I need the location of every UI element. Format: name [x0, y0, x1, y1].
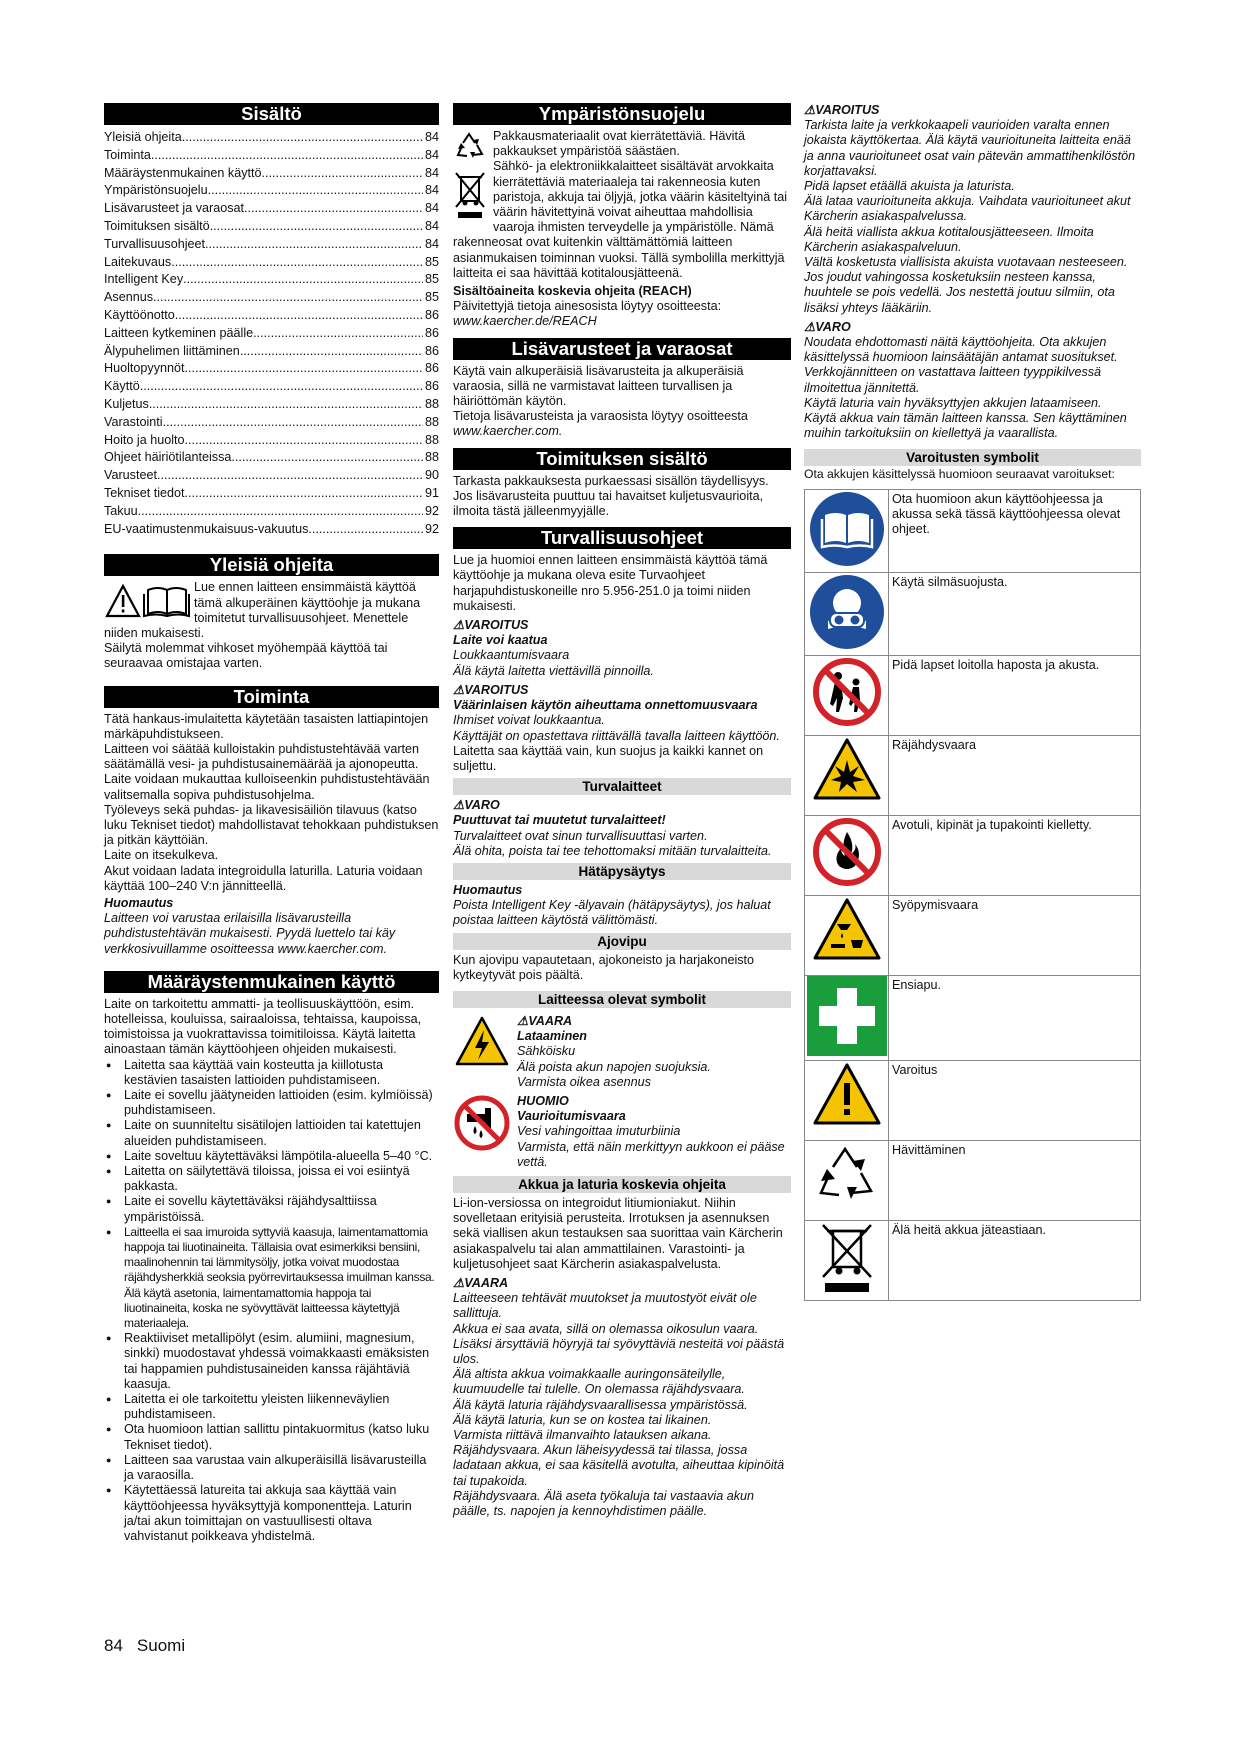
toc-item-page: 86	[424, 361, 439, 376]
list-item: ● Laite ei sovellu jäätyneiden lattioiden (esim. kylmiöissä) puhdistamiseen.	[104, 1088, 439, 1118]
page-footer	[104, 1638, 199, 1653]
toc-item-page: 92	[424, 521, 439, 536]
battery-danger-label: ⚠VAARA	[453, 1275, 509, 1290]
toc-leader	[138, 503, 423, 521]
no-fire-icon	[805, 816, 889, 896]
toc-item[interactable]	[104, 503, 439, 521]
toc-leader	[231, 449, 423, 467]
toc-item-title: Määräystenmukainen käyttö	[104, 165, 262, 180]
drive-lever-text: Kun ajovipu vapautetaan, ajokoneisto ja harjakoneisto kytkeytyvät pois päältä.	[453, 952, 755, 982]
column-left	[104, 103, 439, 1544]
toc-item-page: 84	[424, 218, 439, 233]
toc-item-page: 88	[424, 450, 439, 465]
list-item: ● Laitteen saa varustaa vain alkuperäisillä lisävarusteilla ja varaosilla.	[104, 1453, 439, 1483]
function-paragraph-6: Akut voidaan ladata integroidulla laturilla. Laturia voidaan käyttää 100–240 V:n jännitteellä.	[104, 863, 423, 893]
toc-leader	[157, 467, 423, 485]
safety-warning-2-line-1: Ihmiset voivat loukkaantua.	[453, 713, 605, 728]
col3-caution-lines	[804, 335, 1141, 441]
toc-item-page: 88	[424, 414, 439, 429]
toc-item-title: Kuljetus	[104, 396, 149, 411]
delivery-heading: Toimituksen sisältö	[453, 448, 791, 470]
toc-leader	[185, 485, 423, 503]
toc-leader	[185, 432, 423, 450]
corrosive-icon	[805, 896, 889, 976]
col3-warning-line: Älä heitä viallista akkua kotitalousjätteeseen. Ilmoita Kärcherin asiakaspalveluun.	[804, 224, 1094, 254]
battery-danger-line: Älä käytä laturia, kun se on kostea tai likainen.	[453, 1412, 712, 1427]
safety-devices-heading: Turvalaitteet	[453, 778, 791, 795]
table-row	[805, 1141, 1141, 1221]
accessories-paragraph-1: Käytä vain alkuperäisiä lisävarusteita ja alkuperäisiä varaosia, sillä ne varmistavat laitteen turvallisen ja häiriöttömän käytön.	[453, 363, 744, 409]
footer-language: Suomi	[136, 1636, 186, 1655]
device-symbol-1-line-1: Sähköisku	[517, 1044, 576, 1059]
list-item: ● Laitetta on säilytettävä tiloissa, joissa ei voi esiintyä pakkasta.	[104, 1164, 439, 1194]
function-paragraph-4: Työleveys sekä puhdas- ja likavesisäiliön tilavuus (katso luku Tekniset tiedot) mahdollistavat tehokkaan puhdistuksen ja pitkän käyttöiän.	[104, 802, 439, 848]
safety-warning-1-label: ⚠VAROITUS	[453, 618, 529, 633]
electric-shock-icon	[453, 1014, 511, 1068]
toc-leader	[183, 271, 423, 289]
battery-danger-line: Räjähdysvaara. Älä aseta työkaluja tai vastaavia akun päälle, ts. napojen ja kennoyhdistimen päälle.	[453, 1488, 755, 1519]
toc-item[interactable]	[104, 343, 439, 361]
col3-caution-label: ⚠VARO	[804, 319, 851, 334]
toc-item[interactable]	[104, 147, 439, 165]
toc-leader	[185, 360, 423, 378]
toc-leader	[208, 182, 423, 200]
col3-warning-line: Tarkista laite ja verkkokaapeli vaurioiden varalta ennen jokaista käyttökertaa. Älä käytä vaurioituneita laitteita enää ja anna vaurioituneet osat vain pätevän ammattihenkilöstön korjattavaksi.	[804, 118, 1136, 178]
recycle-icon	[453, 129, 487, 163]
toc-item-title: Toimituksen sisältö	[104, 218, 210, 233]
toc-leader	[140, 378, 423, 396]
toc-item[interactable]	[104, 360, 439, 378]
toc-item[interactable]	[104, 378, 439, 396]
toc-item-title: Käyttö	[104, 379, 140, 394]
device-symbol-2-label: HUOMIO	[517, 1093, 569, 1108]
toc-item-title: Hoito ja huolto	[104, 432, 185, 447]
toc-leader	[244, 200, 423, 218]
function-note-title: Huomautus	[104, 895, 174, 910]
table-row	[805, 572, 1141, 655]
function-paragraph-3: Laite voidaan mukauttaa kulloiseenkin puhdistustehtävään valitsemalla sopiva puhdistusohjelma.	[104, 772, 430, 802]
symbol-description: Varoitus	[889, 1061, 1141, 1141]
toc-item-page: 86	[424, 325, 439, 340]
safety-warning-2-label: ⚠VAROITUS	[453, 682, 529, 697]
environment-icons	[453, 129, 489, 225]
no-water-icon	[453, 1094, 511, 1152]
toc-heading: Sisältö	[104, 103, 439, 125]
recycle-icon	[805, 1141, 889, 1221]
toc-item-title: Ympäristönsuojelu	[104, 183, 208, 198]
toc-leader	[153, 289, 423, 307]
safety-heading: Turvallisuusohjeet	[453, 527, 791, 549]
col3-caution-line: Noudata ehdottomasti näitä käyttöohjeita. Ota akkujen käsittelyssä huomioon lainsäätäjän antamat suositukset.	[804, 335, 1118, 365]
accessories-heading: Lisävarusteet ja varaosat	[453, 338, 791, 360]
toc-item-title: Turvallisuusohjeet	[104, 236, 206, 251]
col3-warning-line: Pidä lapset etäällä akuista ja laturista.	[804, 179, 1015, 194]
toc-leader	[253, 325, 423, 343]
toc-item-page: 85	[424, 290, 439, 305]
explosion-icon	[805, 736, 889, 816]
toc-leader	[262, 165, 423, 183]
drive-lever-heading: Ajovipu	[453, 933, 791, 950]
toc-leader	[205, 236, 423, 254]
table-row	[805, 489, 1141, 572]
device-symbol-2-line-2: Varmista, että näin merkittyyn aukkoon ei pääse vettä.	[517, 1139, 785, 1169]
function-heading: Toiminta	[104, 686, 439, 708]
battery-danger-line: Älä käytä laturia räjähdysvaarallisessa ympäristössä.	[453, 1397, 748, 1412]
intended-use-heading: Määräystenmukainen käyttö	[104, 971, 439, 993]
table-row	[805, 1221, 1141, 1301]
book-icon	[805, 489, 889, 572]
list-item: ● Laite ei sovellu käytettäväksi räjähdysalttiissa ympäristöissä.	[104, 1194, 439, 1224]
battery-danger-line: Älä altista akkua voimakkaalle auringonsäteilylle, kuumuudelle tai tulelle. On olemassa räjähdysvaara.	[453, 1367, 745, 1397]
toc-item-page: 84	[424, 236, 439, 251]
table-row	[805, 736, 1141, 816]
list-item: ● Käytettäessä latureita tai akkuja saa käyttää vain käyttöohjeessa hyväksyttyjä komponentteja. Laturin ja/tai akun toimittajan on vastuullisesti oltava vahvistanut poikkeava yhdistelmä.	[104, 1483, 439, 1544]
toc-leader	[151, 147, 423, 165]
toc-item-title: Laitekuvaus	[104, 254, 172, 269]
table-row	[805, 976, 1141, 1061]
emergency-stop-text: Poista Intelligent Key -älyavain (hätäpysäytys), jos haluat poistaa laitteen käytöstä välittömästi.	[453, 898, 771, 928]
toc-leader	[171, 254, 423, 272]
toc-item-title: Yleisiä ohjeita	[104, 130, 182, 144]
environment-heading: Ympäristönsuojelu	[453, 103, 791, 125]
reach-text: Päivitettyjä tietoja ainesosista löytyy osoitteesta:	[453, 299, 722, 314]
toc-item-page: 86	[424, 307, 439, 322]
toc-item[interactable]	[104, 396, 439, 414]
toc-item-page: 91	[424, 485, 439, 500]
function-paragraph-2: Laitteen voi säätää kulloistakin puhdistustehtävää varten säätämällä vesi- ja puhdistusainemäärää ja ajonopeutta.	[104, 741, 420, 772]
emergency-stop-heading: Hätäpysäytys	[453, 863, 791, 880]
device-symbol-2-line-1: Vesi vahingoittaa imuturbiinia	[517, 1124, 681, 1139]
toc-item-title: Intelligent Key	[104, 272, 184, 287]
toc-item-title: Asennus	[104, 290, 154, 305]
toc-item[interactable]	[104, 236, 439, 254]
delivery-paragraph: Tarkasta pakkauksesta purkaessasi sisällön täydellisyys. Jos lisävarusteita puuttuu tai havaitset kuljetusvaurioita, ilmoita tästä jälleenmyyjälle.	[453, 473, 769, 519]
toc-item[interactable]	[104, 165, 439, 183]
col3-warning-line: Älä lataa vaurioituneita akkuja. Vaihdata vaurioituneet akut Kärcherin asiakaspalvelussa.	[804, 194, 1131, 224]
safety-warning-2-line-3: Laitetta saa käyttää vain, kun suojus ja kaikki kannet on suljettu.	[453, 743, 764, 773]
toc-item[interactable]	[104, 521, 439, 539]
toc-item-title: EU-vaatimustenmukaisuus-vakuutus	[104, 521, 309, 536]
intended-use-list	[104, 1058, 439, 1545]
warning-book-icon	[104, 582, 190, 618]
toc-item-title: Laitteen kytkeminen päälle	[104, 325, 254, 340]
toc-item[interactable]	[104, 129, 439, 147]
environment-paragraph-1: Pakkausmateriaalit ovat kierrätettäviä. Hävitä pakkaukset ympäristöä säästäen.	[493, 129, 745, 159]
list-item: ● Laitteella ei saa imuroida syttyviä kaasuja, laimentamattomia happoja tai liuotinaineita. Tällaisia ovat esimerkiksi bensiini, maalinohennin tai lämmitysöljy, jotka voivat muodostaa räjähdysherkkiä seoksia pyörrevirtauksessa imuilman kanssa. Älä käytä asetonia, laimentamattomia happoja tai liuotinaineita, koska ne syövyttävät laitteessa käytettyjä materiaaleja.	[104, 1225, 439, 1331]
list-item: ● Reaktiiviset metallipölyt (esim. alumiini, magnesium, sinkki) muodostavat yhdessä voimakkaasti emäksisten tai happamien puhdistusaineiden kanssa räjähtäviä kaasuja.	[104, 1331, 439, 1392]
toc-leader	[163, 414, 423, 432]
environment-section	[453, 129, 791, 330]
toc-item-page: 92	[424, 503, 439, 518]
toc-item[interactable]	[104, 182, 439, 200]
symbol-description: Avotuli, kipinät ja tupakointi kielletty.	[889, 816, 1141, 896]
toc-item-title: Käyttöönotto	[104, 307, 175, 322]
col3-warning-label: ⚠VAROITUS	[804, 103, 880, 117]
accessories-paragraph-2: Tietoja lisävarusteista ja varaosista löytyy osoitteesta	[453, 409, 748, 424]
environment-paragraph-2: Sähkö- ja elektroniikkalaitteet sisältävät arvokkaita kierrätettäviä materiaaleja tai rakenneosia kuten paristoja, akkuja tai öljyjä, jotka väärin käsiteltyinä tai väärin hävitettyinä voivat aiheuttaa mahdollisia vaaroja ihmisten terveydelle ja ympäristölle. Nämä rakenneosat ovat kuitenkin välttämättömiä laitteen asianmukaisen toiminnan vuoksi. Tällä symbolilla merkittyjä laitteita ei saa hävittää kotitalousjätteenä.	[453, 159, 787, 280]
toc-item[interactable]	[104, 325, 439, 343]
battery-danger-lines	[453, 1291, 791, 1519]
toc-leader	[149, 396, 423, 414]
battery-danger-line: Varmista riittävä ilmanvaihto latauksen aikana.	[453, 1428, 712, 1443]
emergency-stop-title: Huomautus	[453, 882, 523, 897]
list-item: ● Ota huomioon lattian sallittu pintakuormitus (katso luku Tekniset tiedot).	[104, 1422, 439, 1452]
safety-warning-1-line-2: Älä käytä laitetta viettävillä pinnoilla.	[453, 663, 654, 678]
list-item: ● Laite soveltuu käytettäväksi lämpötila-alueella 5–40 °C.	[104, 1149, 439, 1164]
toc-item-page: 84	[424, 201, 439, 216]
toc-item[interactable]	[104, 254, 439, 272]
toc-item-page: 84	[424, 147, 439, 162]
col3-caution-line: Käytä laturia vain hyväksyttyjen akkujen lataamiseen.	[804, 395, 1102, 410]
toc-item-title: Varusteet	[104, 468, 157, 483]
list-item: ● Laitetta saa käyttää vain kosteutta ja kiillotusta kestävien tasaisten lattioiden puhdistamiseen.	[104, 1058, 439, 1088]
symbol-description: Käytä silmäsuojusta.	[889, 572, 1141, 655]
toc-item-title: Lisävarusteet ja varaosat	[104, 201, 245, 216]
symbol-description: Älä heitä akkua jäteastiaan.	[889, 1221, 1141, 1301]
table-row	[805, 1061, 1141, 1141]
toc-item-page: 86	[424, 343, 439, 358]
toc-item[interactable]	[104, 414, 439, 432]
warning-symbols-intro: Ota akkujen käsittelyssä huomioon seuraavat varoitukset:	[804, 467, 1115, 482]
crossed-bin-icon	[453, 171, 487, 221]
col3-warning-lines	[804, 118, 1141, 316]
warning-symbols-heading: Varoitusten symbolit	[804, 449, 1141, 466]
accessories-link[interactable]: www.kaercher.com.	[453, 424, 563, 439]
intended-use-intro: Laite on tarkoitettu ammatti- ja teollisuuskäyttöön, esim. hotelleissa, kouluissa, sairaaloissa, tehtaissa, kaupoissa, toimistoissa ja vuokrattavissa toimitiloissa. Käytä laitetta ainoastaan tämän käyttöohjeen ohjeiden mukaisesti.	[104, 996, 422, 1057]
toc-item-title: Ohjeet häiriötilanteissa	[104, 450, 232, 465]
symbol-description: Syöpymisvaara	[889, 896, 1141, 976]
general-section	[104, 580, 439, 671]
toc-leader	[308, 521, 423, 539]
toc-item-page: 84	[424, 183, 439, 198]
device-symbol-1-title: Lataaminen	[517, 1029, 587, 1044]
page-number: 84	[104, 1636, 123, 1655]
toc-item-title: Varastointi	[104, 414, 163, 429]
battery-paragraph: Li-ion-versiossa on integroidut litiumioniakut. Niihin sovelletaan erityisiä perusteita. Irrotuksen ja asennuksen sekä viallisen akun testauksen saa suorittaa vain Kärcherin asiakaspalvelu tai alan ammattilainen. Varastointi- ja kuljetusohjeet saat Kärcherin asiakaspalvelusta.	[453, 1195, 783, 1271]
toc-item[interactable]	[104, 200, 439, 218]
symbol-description: Hävittäminen	[889, 1141, 1141, 1221]
toc-item[interactable]	[104, 449, 439, 467]
safety-devices-line-1: Turvalaitteet ovat sinun turvallisuuttasi varten.	[453, 828, 708, 843]
toc-item-title: Huoltopyynnöt	[104, 361, 185, 376]
toc-item[interactable]	[104, 307, 439, 325]
device-symbol-1-line-2: Älä poista akun napojen suojuksia.	[517, 1059, 711, 1074]
toc-leader	[175, 307, 423, 325]
safety-intro: Lue ja huomioi ennen laitteen ensimmäistä käyttöä tämä käyttöohje ja mukana oleva esite Turvaohjeet harjapuhdistuskoneille nro 5.956-251.0 ja toimi niiden mukaisesti.	[453, 553, 768, 613]
toc-item-page: 86	[424, 379, 439, 394]
battery-danger-line: Räjähdysvaara. Akun läheisyydessä tai tilassa, jossa ladataan akkua, ei saa käsitellä avotulta, aiheuttaa kipinöitä tai tupakoida.	[453, 1443, 785, 1488]
reach-link[interactable]: www.kaercher.de/REACH	[453, 314, 597, 329]
toc-item-title: Älypuhelimen liittäminen	[104, 343, 240, 358]
device-symbol-2-title: Vaurioitumisvaara	[517, 1109, 626, 1124]
toc-leader	[240, 343, 423, 361]
toc-item-title: Takuu	[104, 503, 138, 518]
general-heading: Yleisiä ohjeita	[104, 554, 439, 576]
device-symbols-heading: Laitteessa olevat symbolit	[453, 991, 791, 1008]
table-row	[805, 656, 1141, 736]
column-right	[804, 103, 1141, 1301]
toc-item[interactable]	[104, 485, 439, 503]
col3-caution-line: Käytä akkua vain tämän laitteen kanssa. Sen käyttäminen muihin tarkoituksiin on kiellettyä ja vaarallista.	[804, 411, 1127, 441]
device-symbol-1	[453, 1014, 791, 1090]
toc-leader	[210, 218, 423, 236]
no-children-icon	[805, 656, 889, 736]
safety-warning-2-line-2: Käyttäjät on opastettava riittävällä tavalla laitteen käyttöön.	[453, 728, 780, 743]
toc-item-page: 88	[424, 432, 439, 447]
safety-warning-1-title: Laite voi kaatua	[453, 633, 548, 648]
symbol-description: Ota huomioon akun käyttöohjeessa ja akussa sekä tässä käyttöohjeessa olevat ohjeet.	[889, 489, 1141, 572]
device-symbol-1-line-3: Varmista oikea asennus	[517, 1074, 651, 1089]
warning-icon	[805, 1061, 889, 1141]
first-aid-icon	[805, 976, 889, 1061]
toc-item[interactable]	[104, 432, 439, 450]
table-row	[805, 816, 1141, 896]
toc-item-title: Tekniset tiedot	[104, 485, 185, 500]
reach-title: Sisältöaineita koskevia ohjeita (REACH)	[453, 284, 692, 299]
toc-item-page: 84	[424, 165, 439, 180]
symbol-description: Räjähdysvaara	[889, 736, 1141, 816]
device-symbol-1-label: ⚠VAARA	[517, 1013, 573, 1028]
function-paragraph-5: Laite on itsekulkeva.	[104, 848, 219, 863]
toc-item[interactable]	[104, 271, 439, 289]
toc-item-page: 85	[424, 254, 439, 269]
general-paragraph-2: Säilytä molemmat vihkoset myöhempää käyttöä tai seuraavaa omistajaa varten.	[104, 641, 388, 671]
battery-danger-line: Laitteeseen tehtävät muutokset ja muutostyöt eivät ole sallittuja.	[453, 1291, 757, 1321]
crossed-bin-icon	[805, 1221, 889, 1301]
warning-symbols-table	[804, 489, 1141, 1302]
goggles-icon	[805, 572, 889, 655]
col3-caution-line: Verkkojännitteen on vastattava laitteen tyyppikilvessä ilmoitettua jännitettä.	[804, 365, 1102, 395]
toc-item[interactable]	[104, 467, 439, 485]
toc-leader	[182, 129, 423, 147]
col3-warning-line: Vältä kosketusta viallisista akuista vuotavaan nesteeseen. Jos joudut vahingossa kosketuksiin nesteen kanssa, huuhtele se pois vedellä. Jos nestettä joutuu silmiin, ota lisäksi yhteys lääkäriin.	[804, 255, 1128, 315]
table-row	[805, 896, 1141, 976]
toc-item-page: 85	[424, 272, 439, 287]
symbol-description: Pidä lapset loitolla haposta ja akusta.	[889, 656, 1141, 736]
safety-devices-line-2: Älä ohita, poista tai tee tehottomaksi mitään turvalaitteita.	[453, 843, 772, 858]
general-paragraph-1: Lue ennen laitteen ensimmäistä käyttöä tämä alkuperäinen käyttöohje ja mukana toimitetut turvallisuusohjeet. Menettele niiden mukaisesti.	[104, 580, 421, 640]
battery-danger-line: Akkua ei saa avata, sillä on olemassa oikosulun vaara. Lisäksi ärsyttäviä höyryjä tai syövyttäviä nesteitä voi päästä ulos.	[453, 1321, 785, 1366]
safety-devices-title: Puuttuvat tai muutetut turvalaitteet!	[453, 813, 666, 828]
list-item: ● Laitetta ei ole tarkoitettu yleisten liikenneväylien puhdistamiseen.	[104, 1392, 439, 1422]
warning-book-icons	[104, 582, 190, 618]
toc-item-title: Toiminta	[104, 147, 151, 162]
symbol-description: Ensiapu.	[889, 976, 1141, 1061]
toc-item-page: 84	[424, 130, 439, 144]
device-symbol-2	[453, 1094, 791, 1170]
toc-item[interactable]	[104, 289, 439, 307]
safety-warning-2-title: Väärinlaisen käytön aiheuttama onnettomuusvaara	[453, 698, 758, 713]
table-of-contents	[104, 129, 439, 538]
toc-item-page: 90	[424, 468, 439, 483]
function-paragraph-1: Tätä hankaus-imulaitetta käytetään tasaisten lattiapintojen märkäpuhdistukseen.	[104, 711, 429, 741]
toc-item-page: 88	[424, 396, 439, 411]
battery-heading: Akkua ja laturia koskevia ohjeita	[453, 1176, 791, 1193]
safety-devices-label: ⚠VARO	[453, 798, 500, 813]
column-middle	[453, 103, 791, 1519]
toc-item[interactable]	[104, 218, 439, 236]
function-note-text: Laitteen voi varustaa erilaisilla lisävarusteilla puhdistustehtävän mukaisesti. Pyydä luettelo tai käy verkkosivuillamme osoitteessa www.kaercher.com.	[104, 911, 396, 956]
safety-warning-1-line-1: Loukkaantumisvaara	[453, 648, 570, 663]
list-item: ● Laite on suunniteltu sisätilojen lattioiden tai katettujen alueiden puhdistamiseen.	[104, 1118, 439, 1148]
